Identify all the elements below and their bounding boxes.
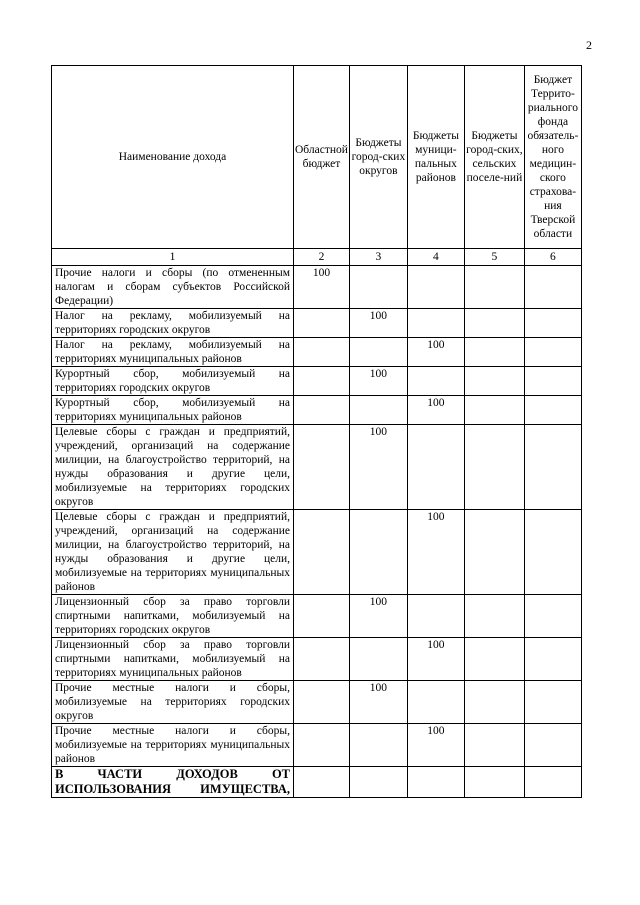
revenue-name: Налог на рекламу, мобилизуемый на территориях муниципальных районов	[52, 338, 294, 367]
cell-value	[294, 681, 350, 724]
cell-value	[464, 510, 524, 595]
revenue-name: Прочие местные налоги и сборы, мобилизуемые на территориях муниципальных районов	[52, 724, 294, 767]
cell-value: 100	[349, 681, 407, 724]
cell-value	[349, 338, 407, 367]
cell-value	[294, 396, 350, 425]
table-row	[52, 396, 582, 425]
cell-value	[294, 309, 350, 338]
cell-value: 100	[294, 266, 350, 309]
cell-value	[524, 510, 581, 595]
cell-value: 100	[349, 309, 407, 338]
cell-value	[349, 724, 407, 767]
cell-value	[407, 367, 464, 396]
cell-value: 100	[349, 595, 407, 638]
section-heading-row	[52, 767, 582, 798]
cell-value	[464, 724, 524, 767]
page-number: 2	[586, 38, 592, 52]
cell-value: 100	[349, 425, 407, 510]
header-revenue-name: Наименование дохода	[52, 66, 294, 249]
revenue-name: Курортный сбор, мобилизуемый на территориях муниципальных районов	[52, 396, 294, 425]
cell-value	[294, 425, 350, 510]
cell-value	[524, 724, 581, 767]
cell-value: 100	[407, 724, 464, 767]
cell-value	[524, 595, 581, 638]
cell-value	[464, 681, 524, 724]
table-row	[52, 595, 582, 638]
column-number-row	[52, 249, 582, 266]
header-municipal-districts: Бюджеты муници-пальных районов	[407, 66, 464, 249]
column-number: 3	[349, 249, 407, 266]
cell-value	[464, 266, 524, 309]
table-row	[52, 367, 582, 396]
revenue-name: Прочие местные налоги и сборы, мобилизуемые на территориях городских округов	[52, 681, 294, 724]
cell-value	[524, 367, 581, 396]
cell-value	[349, 266, 407, 309]
cell-value: 100	[349, 367, 407, 396]
revenue-name: Лицензионный сбор за право торговли спиртными напитками, мобилизуемый на территориях городских округов	[52, 595, 294, 638]
column-number: 2	[294, 249, 350, 266]
cell-value	[524, 767, 581, 798]
cell-value	[407, 309, 464, 338]
cell-value	[464, 767, 524, 798]
table-row	[52, 425, 582, 510]
cell-value	[524, 309, 581, 338]
header-regional-budget: Областной бюджет	[294, 66, 350, 249]
cell-value	[407, 681, 464, 724]
table-row	[52, 510, 582, 595]
cell-value	[294, 724, 350, 767]
cell-value	[294, 367, 350, 396]
cell-value	[294, 338, 350, 367]
cell-value: 100	[407, 396, 464, 425]
cell-value	[294, 767, 350, 798]
cell-value	[524, 425, 581, 510]
revenue-name: Налог на рекламу, мобилизуемый на территориях городских округов	[52, 309, 294, 338]
cell-value	[349, 510, 407, 595]
cell-value	[464, 595, 524, 638]
header-medical-insurance-fund: Бюджет Террито-риального фонда обязатель-ного медицин-ского страхова-ния Тверской области	[524, 66, 581, 249]
header-settlements: Бюджеты город-ских, сельских поселе-ний	[464, 66, 524, 249]
cell-value	[464, 425, 524, 510]
table-row	[52, 338, 582, 367]
column-number: 4	[407, 249, 464, 266]
cell-value	[349, 396, 407, 425]
revenue-name: Курортный сбор, мобилизуемый на территориях городских округов	[52, 367, 294, 396]
column-number: 6	[524, 249, 581, 266]
cell-value	[407, 266, 464, 309]
cell-value	[294, 510, 350, 595]
cell-value	[407, 425, 464, 510]
column-number: 1	[52, 249, 294, 266]
revenue-name: Лицензионный сбор за право торговли спиртными напитками, мобилизуемый на территориях муниципальных районов	[52, 638, 294, 681]
cell-value	[464, 338, 524, 367]
cell-value	[524, 681, 581, 724]
cell-value	[294, 638, 350, 681]
cell-value	[464, 396, 524, 425]
cell-value	[294, 595, 350, 638]
revenue-name: Целевые сборы с граждан и предприятий, учреждений, организаций на содержание милиции, на благоустройство территорий, на нужды образования и другие цели, мобилизуемые на территориях муниципальных районов	[52, 510, 294, 595]
cell-value	[524, 396, 581, 425]
header-city-districts: Бюджеты город-ских округов	[349, 66, 407, 249]
section-heading: В ЧАСТИ ДОХОДОВ ОТ ИСПОЛЬЗОВАНИЯ ИМУЩЕСТВА,	[52, 767, 294, 798]
cell-value	[464, 309, 524, 338]
cell-value	[524, 638, 581, 681]
revenue-name: Целевые сборы с граждан и предприятий, учреждений, организаций на содержание милиции, на благоустройство территорий, на нужды образования и другие цели, мобилизуемые на территориях городских округов	[52, 425, 294, 510]
table-row	[52, 266, 582, 309]
header-row	[52, 66, 582, 249]
cell-value	[407, 595, 464, 638]
cell-value: 100	[407, 510, 464, 595]
cell-value	[524, 338, 581, 367]
cell-value	[464, 638, 524, 681]
revenue-distribution-table	[51, 65, 582, 798]
table-row	[52, 638, 582, 681]
cell-value	[464, 367, 524, 396]
cell-value	[349, 767, 407, 798]
cell-value: 100	[407, 638, 464, 681]
cell-value	[407, 767, 464, 798]
cell-value: 100	[407, 338, 464, 367]
cell-value	[349, 638, 407, 681]
table-row	[52, 681, 582, 724]
table-row	[52, 309, 582, 338]
revenue-name: Прочие налоги и сборы (по отмененным налогам и сборам субъектов Российской Федерации)	[52, 266, 294, 309]
cell-value	[524, 266, 581, 309]
column-number: 5	[464, 249, 524, 266]
table-row	[52, 724, 582, 767]
